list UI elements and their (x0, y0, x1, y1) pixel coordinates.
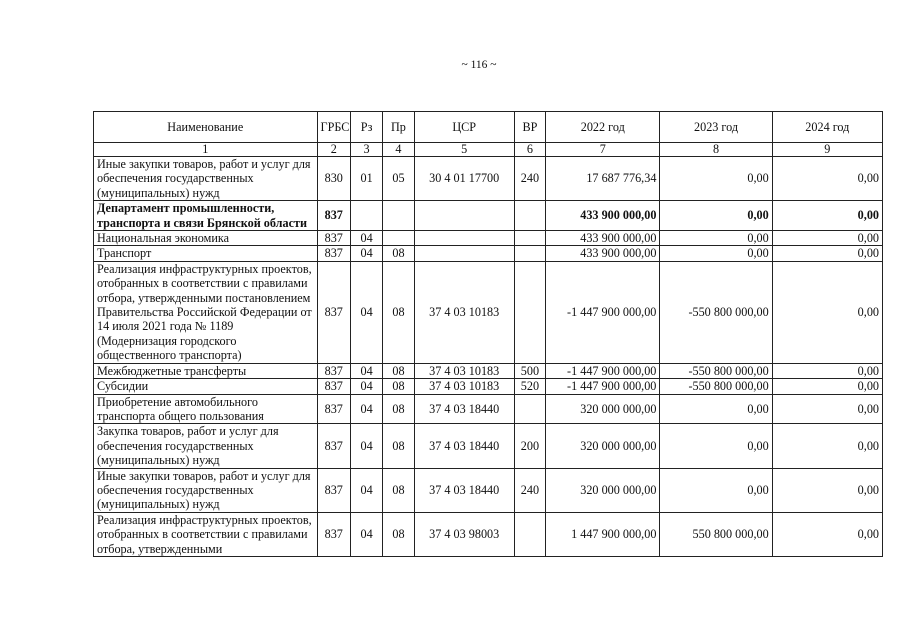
cell-rz: 04 (350, 231, 382, 246)
cell-vr (514, 246, 545, 261)
cell-rz (350, 201, 382, 231)
header-2024: 2024 год (772, 112, 882, 143)
cell-2022: 17 687 776,34 (546, 157, 660, 201)
table-row (94, 231, 883, 246)
cell-csr: 30 4 01 17700 (414, 157, 514, 201)
header-2023: 2023 год (660, 112, 772, 143)
cell-csr (414, 201, 514, 231)
cell-grbs: 837 (317, 512, 350, 556)
cell-2024: 0,00 (772, 468, 882, 512)
cell-csr: 37 4 03 10183 (414, 363, 514, 378)
cell-2023: 0,00 (660, 424, 772, 468)
cell-2024: 0,00 (772, 512, 882, 556)
cell-grbs: 837 (317, 231, 350, 246)
cell-csr: 37 4 03 18440 (414, 468, 514, 512)
cell-vr: 200 (514, 424, 545, 468)
cell-2024: 0,00 (772, 394, 882, 424)
table-row (94, 157, 883, 201)
table-row (94, 379, 883, 394)
column-number: 4 (383, 143, 414, 157)
cell-2023: 550 800 000,00 (660, 512, 772, 556)
cell-grbs: 837 (317, 246, 350, 261)
cell-name: Межбюджетные трансферты (94, 363, 318, 378)
column-number: 7 (546, 143, 660, 157)
table-row (94, 468, 883, 512)
column-number: 5 (414, 143, 514, 157)
cell-grbs: 837 (317, 261, 350, 363)
cell-2023: 0,00 (660, 394, 772, 424)
cell-2023: 0,00 (660, 468, 772, 512)
header-grbs: ГРБС (317, 112, 350, 143)
cell-2022: 320 000 000,00 (546, 394, 660, 424)
cell-rz: 04 (350, 363, 382, 378)
cell-rz: 01 (350, 157, 382, 201)
cell-2024: 0,00 (772, 201, 882, 231)
cell-name: Закупка товаров, работ и услуг для обеспечения государственных (муниципальных) нужд (94, 424, 318, 468)
column-number: 2 (317, 143, 350, 157)
cell-2023: -550 800 000,00 (660, 261, 772, 363)
cell-name: Субсидии (94, 379, 318, 394)
cell-name: Транспорт (94, 246, 318, 261)
cell-2024: 0,00 (772, 363, 882, 378)
cell-pr: 08 (383, 379, 414, 394)
table-row (94, 424, 883, 468)
cell-grbs: 837 (317, 424, 350, 468)
cell-vr: 520 (514, 379, 545, 394)
cell-grbs: 837 (317, 468, 350, 512)
cell-grbs: 837 (317, 363, 350, 378)
cell-name: Департамент промышленности, транспорта и связи Брянской области (94, 201, 318, 231)
cell-grbs: 830 (317, 157, 350, 201)
cell-vr (514, 512, 545, 556)
header-rz: Рз (350, 112, 382, 143)
cell-2023: 0,00 (660, 231, 772, 246)
cell-name: Реализация инфраструктурных проектов, отобранных в соответствии с правилами отбора, утвержденными постановлением Правительства Российской Федерации от 14 июля 2021 года № 1189 (Модернизация городского общественного транспорта) (94, 261, 318, 363)
table-row (94, 261, 883, 363)
cell-grbs: 837 (317, 394, 350, 424)
cell-grbs: 837 (317, 379, 350, 394)
header-name: Наименование (94, 112, 318, 143)
cell-pr: 08 (383, 468, 414, 512)
column-number: 3 (350, 143, 382, 157)
cell-csr: 37 4 03 18440 (414, 394, 514, 424)
cell-vr (514, 231, 545, 246)
budget-table (93, 111, 883, 557)
cell-vr: 240 (514, 157, 545, 201)
cell-csr: 37 4 03 10183 (414, 379, 514, 394)
cell-name: Приобретение автомобильного транспорта общего пользования (94, 394, 318, 424)
cell-csr: 37 4 03 98003 (414, 512, 514, 556)
cell-rz: 04 (350, 468, 382, 512)
cell-vr: 500 (514, 363, 545, 378)
table-row (94, 363, 883, 378)
header-row (94, 112, 883, 143)
column-number-row (94, 143, 883, 157)
cell-vr (514, 261, 545, 363)
cell-2022: 433 900 000,00 (546, 246, 660, 261)
table-row (94, 246, 883, 261)
cell-2024: 0,00 (772, 261, 882, 363)
column-number: 1 (94, 143, 318, 157)
cell-2023: 0,00 (660, 246, 772, 261)
cell-pr: 08 (383, 246, 414, 261)
cell-csr (414, 246, 514, 261)
cell-vr: 240 (514, 468, 545, 512)
cell-name: Реализация инфраструктурных проектов, отобранных в соответствии с правилами отбора, утвержденными (94, 512, 318, 556)
cell-2022: 320 000 000,00 (546, 468, 660, 512)
cell-name: Иные закупки товаров, работ и услуг для обеспечения государственных (муниципальных) нужд (94, 468, 318, 512)
cell-pr: 08 (383, 512, 414, 556)
cell-2023: -550 800 000,00 (660, 379, 772, 394)
cell-pr: 05 (383, 157, 414, 201)
table-row (94, 201, 883, 231)
cell-2024: 0,00 (772, 157, 882, 201)
cell-rz: 04 (350, 512, 382, 556)
cell-2023: -550 800 000,00 (660, 363, 772, 378)
cell-grbs: 837 (317, 201, 350, 231)
cell-vr (514, 394, 545, 424)
column-number: 9 (772, 143, 882, 157)
cell-2024: 0,00 (772, 246, 882, 261)
cell-name: Иные закупки товаров, работ и услуг для обеспечения государственных (муниципальных) нужд (94, 157, 318, 201)
cell-rz: 04 (350, 379, 382, 394)
cell-2024: 0,00 (772, 379, 882, 394)
table-body (94, 157, 883, 557)
cell-2022: 433 900 000,00 (546, 201, 660, 231)
cell-vr (514, 201, 545, 231)
cell-2022: 433 900 000,00 (546, 231, 660, 246)
cell-name: Национальная экономика (94, 231, 318, 246)
column-number: 8 (660, 143, 772, 157)
table-row (94, 394, 883, 424)
cell-2022: 1 447 900 000,00 (546, 512, 660, 556)
page-number: ~ 116 ~ (461, 59, 497, 71)
cell-2023: 0,00 (660, 157, 772, 201)
cell-2024: 0,00 (772, 424, 882, 468)
cell-pr (383, 201, 414, 231)
cell-csr: 37 4 03 10183 (414, 261, 514, 363)
column-number: 6 (514, 143, 545, 157)
cell-2024: 0,00 (772, 231, 882, 246)
cell-pr: 08 (383, 261, 414, 363)
cell-rz: 04 (350, 424, 382, 468)
cell-2023: 0,00 (660, 201, 772, 231)
cell-csr: 37 4 03 18440 (414, 424, 514, 468)
header-csr: ЦСР (414, 112, 514, 143)
cell-rz: 04 (350, 246, 382, 261)
table-row (94, 512, 883, 556)
header-2022: 2022 год (546, 112, 660, 143)
header-pr: Пр (383, 112, 414, 143)
cell-2022: -1 447 900 000,00 (546, 261, 660, 363)
cell-rz: 04 (350, 394, 382, 424)
cell-pr: 08 (383, 424, 414, 468)
cell-2022: -1 447 900 000,00 (546, 363, 660, 378)
cell-pr (383, 231, 414, 246)
cell-2022: -1 447 900 000,00 (546, 379, 660, 394)
cell-rz: 04 (350, 261, 382, 363)
cell-pr: 08 (383, 363, 414, 378)
cell-csr (414, 231, 514, 246)
cell-2022: 320 000 000,00 (546, 424, 660, 468)
header-vr: ВР (514, 112, 545, 143)
cell-pr: 08 (383, 394, 414, 424)
